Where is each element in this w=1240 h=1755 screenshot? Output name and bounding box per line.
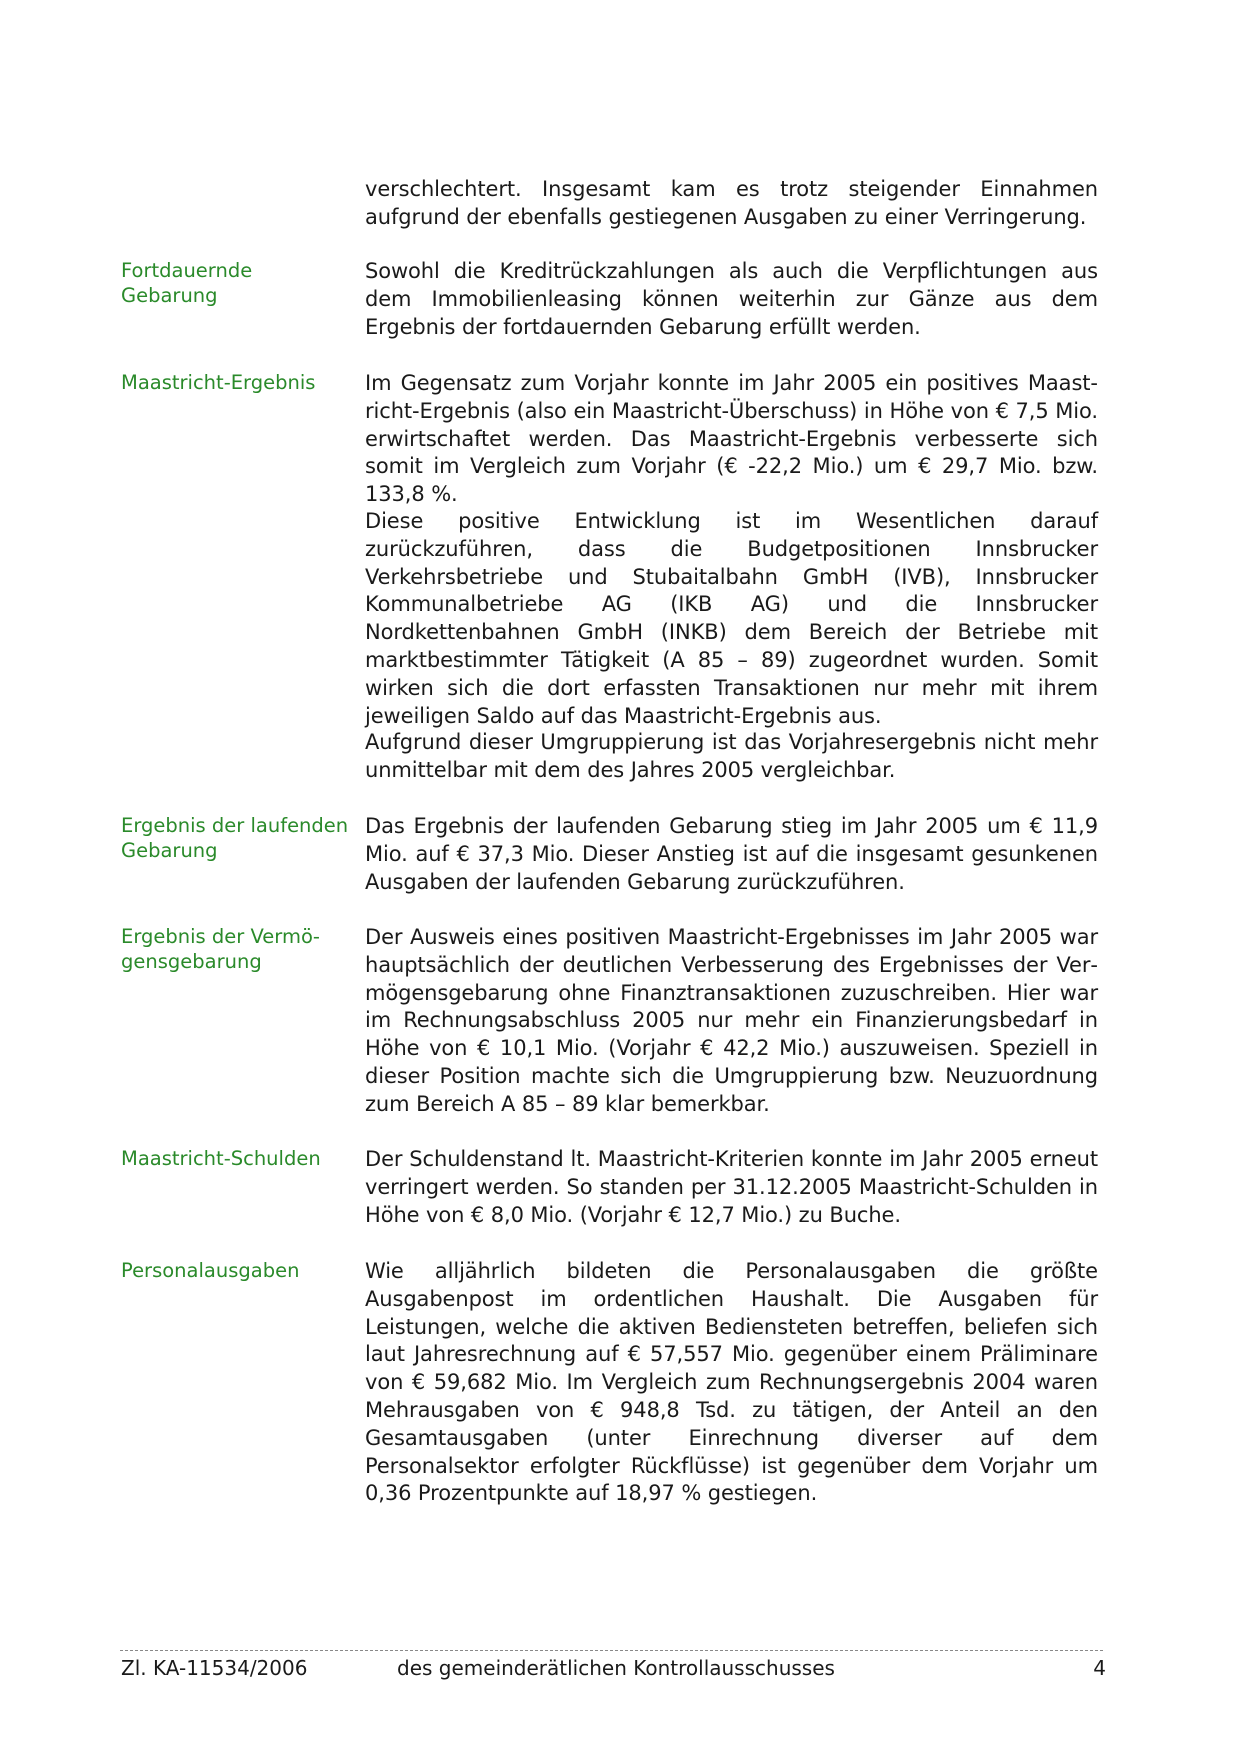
footer-reference: Zl. KA-11534/2006 — [121, 1656, 308, 1680]
sidebar-label-personalausgaben: Personalausgaben — [121, 1259, 300, 1282]
paragraph-intro: verschlechtert. Insgesamt kam es trotz steigender Einnahmen aufgrund der ebenfalls gestiegenen Ausgaben zu einer Verringerung. — [365, 177, 1098, 229]
sidebar-label-vermoegensgebarung: Ergebnis der Vermögensgebarung — [121, 925, 320, 973]
footer-center-text: des gemeinderätlichen Kontrollausschusses — [397, 1656, 835, 1680]
paragraph-personalausgaben: Wie alljährlich bildeten die Personalausgaben die größte Ausgabenpost im ordentlichen Haushalt. Die Ausgaben für Leistungen, welche die aktiven Bediensteten betreffen, beliefen sich laut Jahresrechnung auf € 57,557 Mio. gegenüber einem Präliminare von € 59,682 Mio. Im Vergleich zum Rechnungsergebnis 2004 waren Mehrausgaben von € 948,8 Tsd. zu tätigen, der Anteil an den Gesamtausgaben (unter Einrechnung diverser auf dem Personalsektor erfolgter Rückflüsse) ist gegenüber dem Vorjahr um 0,36 Prozentpunkte auf 18,97 % gestiegen. — [365, 1259, 1098, 1506]
paragraph-vermoegensgebarung: Der Ausweis eines positiven Maastricht-Ergebnisses im Jahr 2005 war hauptsächlich der deutlichen Verbesserung des Ergebnisses der Vermögensgebarung ohne Finanztransaktionen zuzuschreiben. Hier war im Rechnungsabschluss 2005 nur mehr ein Finanzierungsbedarf in Höhe von € 10,1 Mio. (Vorjahr € 42,2 Mio.) auszuweisen. Speziell in dieser Position machte sich die Umgruppierung bzw. Neuzuordnung zum Bereich A 85 – 89 klar bemerkbar. — [365, 925, 1098, 1116]
sidebar-label-laufende-gebarung: Ergebnis der laufenden Gebarung — [121, 814, 349, 862]
footer-page-number: 4 — [1093, 1656, 1106, 1680]
paragraph-fortdauernde-gebarung: Sowohl die Kreditrückzahlungen als auch die Verpflichtungen aus dem Immobilienleasing können weiterhin zur Gänze aus dem Ergebnis der fortdauernden Gebarung erfüllt werden. — [365, 259, 1098, 339]
paragraph-maastricht-ergebnis-1: Im Gegensatz zum Vorjahr konnte im Jahr 2005 ein positives Maastricht-Ergebnis (also ein Maastricht-Überschuss) in Höhe von € 7,5 Mio. erwirtschaftet werden. Das Maastricht-Ergebnis verbesserte sich somit im Vergleich zum Vorjahr (€ -22,2 Mio.) um € 29,7 Mio. bzw. 133,8 %. — [365, 371, 1098, 507]
sidebar-label-maastricht-ergebnis: Maastricht-Ergebnis — [121, 371, 316, 394]
paragraph-laufende-gebarung: Das Ergebnis der laufenden Gebarung stieg im Jahr 2005 um € 11,9 Mio. auf € 37,3 Mio. Dieser Anstieg ist auf die insgesamt gesunkenen Ausgaben der laufenden Gebarung zurückzuführen. — [365, 814, 1098, 894]
sidebar-label-maastricht-schulden: Maastricht-Schulden — [121, 1147, 321, 1170]
paragraph-maastricht-ergebnis-2: Diese positive Entwicklung ist im Wesentlichen darauf zurückzuführen, dass die Budgetpositionen Innsbrucker Verkehrsbetriebe und Stubaitalbahn GmbH (IVB), Innsbrucker Kommunalbetriebe AG (IKB AG) und die Innsbrucker Nordkettenbahnen GmbH (INKB) dem Bereich der Betriebe mit marktbestimmter Tätigkeit (A 85 – 89) zugeordnet wurden. Somit wirken sich die dort erfassten Transaktionen nur mehr mit ihrem jeweiligen Saldo auf das Maastricht-Ergebnis aus. — [365, 509, 1098, 728]
paragraph-maastricht-ergebnis-3: Aufgrund dieser Umgruppierung ist das Vorjahresergebnis nicht mehr unmittelbar mit dem des Jahres 2005 vergleichbar. — [365, 730, 1098, 782]
footer-divider — [120, 1650, 1103, 1651]
sidebar-label-fortdauernde-gebarung: Fortdauernde Gebarung — [121, 259, 253, 307]
paragraph-maastricht-schulden: Der Schuldenstand lt. Maastricht-Kriterien konnte im Jahr 2005 erneut verringert werden. So standen per 31.12.2005 Maastricht-Schulden in Höhe von € 8,0 Mio. (Vorjahr € 12,7 Mio.) zu Buche. — [365, 1147, 1098, 1227]
